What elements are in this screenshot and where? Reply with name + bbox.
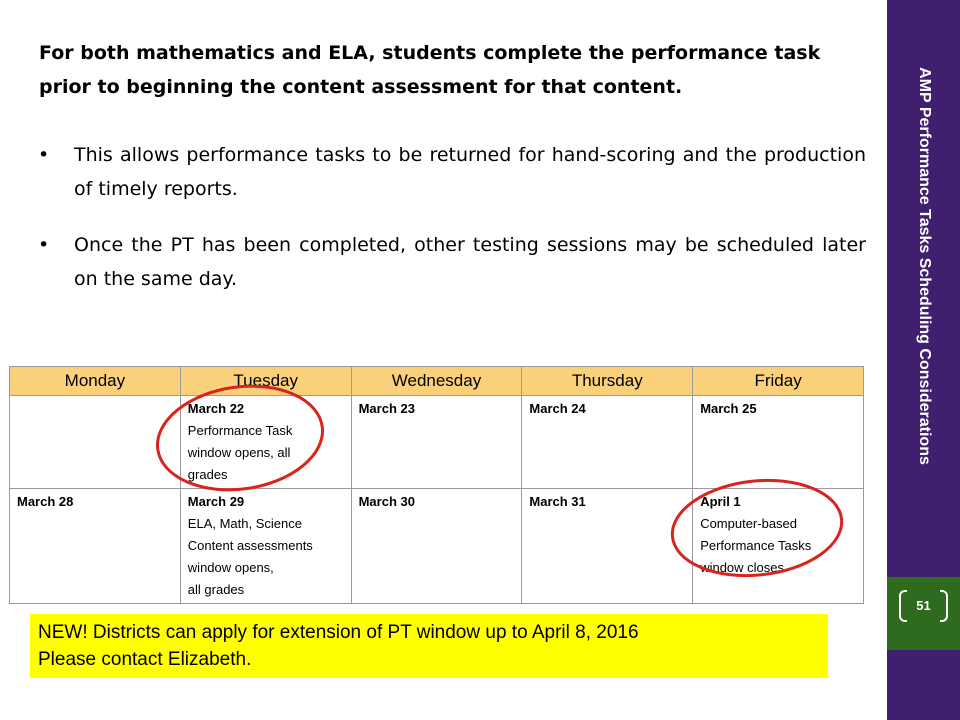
calendar-event-line: Computer-based — [700, 516, 798, 531]
calendar-header-tuesday: Tuesday — [180, 367, 351, 396]
page-number: 51 — [916, 598, 931, 613]
calendar-date: April 1 — [700, 494, 741, 509]
calendar-date: March 23 — [358, 401, 415, 416]
calendar-cell — [522, 489, 693, 604]
calendar-cell — [693, 489, 864, 604]
bullet-item — [36, 138, 866, 206]
calendar-cell — [10, 489, 181, 604]
calendar-cell — [693, 396, 864, 489]
schedule-calendar — [9, 366, 864, 604]
page-number-box — [887, 577, 960, 650]
calendar-cell — [351, 396, 522, 489]
bullet-list — [36, 138, 866, 318]
calendar-event-line: Performance Task — [187, 423, 293, 438]
bullet-text: This allows performance tasks to be returned for hand-scoring and the production of timely reports. — [74, 144, 866, 200]
calendar-header-row — [10, 367, 864, 396]
calendar-event-line: window opens, — [187, 560, 274, 575]
calendar-date: March 22 — [187, 401, 245, 416]
calendar-cell — [10, 396, 181, 489]
bracket-right-icon — [940, 590, 948, 622]
calendar-header-wednesday: Wednesday — [351, 367, 522, 396]
bullet-text: Once the PT has been completed, other testing sessions may be scheduled later on the same day. — [74, 234, 866, 290]
calendar-event-line: ELA, Math, Science — [187, 516, 302, 531]
slide-headline: For both mathematics and ELA, students complete the performance task prior to beginning the content assessment for that content. — [39, 42, 821, 98]
calendar-event-line: Content assessments — [187, 538, 313, 553]
bullet-icon: • — [38, 144, 50, 166]
notice-line: Please contact Elizabeth. — [38, 649, 252, 670]
calendar-event-line: Performance Tasks — [700, 538, 812, 553]
calendar-header-monday: Monday — [10, 367, 181, 396]
sidebar-title: AMP Performance Tasks Scheduling Considerations — [915, 67, 933, 465]
calendar-cell — [522, 396, 693, 489]
bullet-item — [36, 228, 866, 296]
calendar-event-line: grades — [187, 467, 228, 482]
bullet-icon: • — [38, 234, 50, 256]
calendar-date: March 24 — [529, 401, 586, 416]
calendar-date: March 25 — [700, 401, 757, 416]
calendar-header-friday: Friday — [693, 367, 864, 396]
calendar-cell — [180, 396, 351, 489]
calendar-date: March 30 — [358, 494, 415, 509]
calendar-week-row — [10, 396, 864, 489]
calendar-event-line: window closes — [700, 560, 785, 575]
calendar-cell — [351, 489, 522, 604]
calendar-date: March 31 — [529, 494, 586, 509]
calendar-date: March 28 — [17, 494, 74, 509]
calendar-event-line: window opens, all — [187, 445, 291, 460]
calendar-event-line: all grades — [187, 582, 245, 597]
notice-line: NEW! Districts can apply for extension of PT window up to April 8, 2016 — [38, 622, 639, 643]
calendar-week-row — [10, 489, 864, 604]
calendar-cell — [180, 489, 351, 604]
extension-notice — [30, 614, 828, 678]
calendar-date: March 29 — [187, 494, 245, 509]
calendar-header-thursday: Thursday — [522, 367, 693, 396]
